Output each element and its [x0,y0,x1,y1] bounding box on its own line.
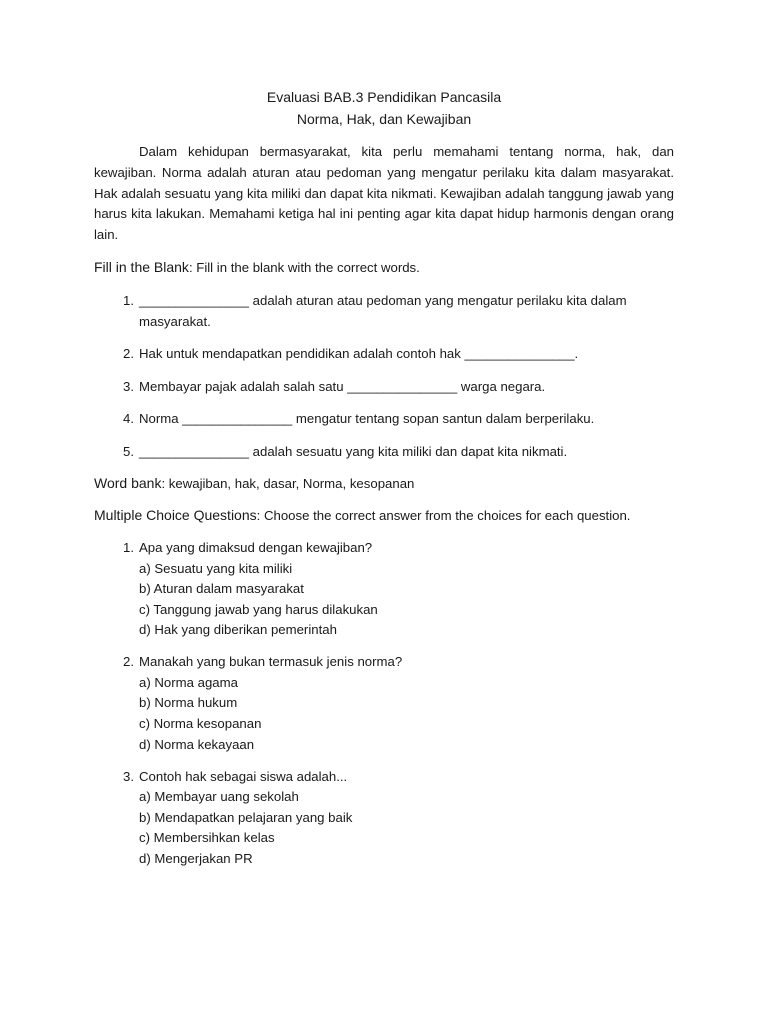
word-bank [94,473,674,494]
question-number: 3. [123,768,134,784]
item-text: _______________ adalah aturan atau pedoman yang mengatur perilaku kita dalam masyarakat. [139,292,627,329]
question-item [94,652,674,755]
multiple-choice-list [94,538,674,870]
item-text: Membayar pajak adalah salah satu _______________ warga negara. [139,378,546,394]
multiple-choice-heading [94,505,674,526]
choice-option: c) Norma kesopanan [139,716,262,732]
item-text: Hak untuk mendapatkan pendidikan adalah contoh hak _______________. [139,346,579,362]
multiple-choice-instruction: : Choose the correct answer from the choices for each question. [256,507,631,523]
question-text: Apa yang dimaksud dengan kewajiban? [139,539,373,555]
choice-option: a) Sesuatu yang kita miliki [139,560,293,576]
question-text: Manakah yang bukan termasuk jenis norma? [139,654,403,670]
choice-option: b) Aturan dalam masyarakat [139,581,304,597]
title-line-1: Evaluasi BAB.3 Pendidikan Pancasila [266,89,502,105]
fill-blank-instruction: : Fill in the blank with the correct words. [188,259,420,275]
title-line-2: Norma, Hak, dan Kewajiban [296,111,472,127]
item-number: 2. [123,346,134,362]
item-number: 3. [123,378,134,394]
fill-blank-item [94,441,674,462]
fill-blank-list [94,290,674,462]
choice-option: d) Hak yang diberikan pemerintah [139,622,337,638]
item-text: _______________ adalah sesuatu yang kita miliki dan dapat kita nikmati. [139,443,568,459]
fill-blank-item [94,376,674,397]
item-number: 1. [123,292,134,308]
fill-blank-heading [94,257,674,278]
fill-blank-item [94,343,674,364]
choice-option: a) Norma agama [139,674,238,690]
question-number: 2. [123,654,134,670]
choice-option: d) Mengerjakan PR [139,851,253,867]
choice-option: d) Norma kekayaan [139,736,255,752]
fill-blank-label: Fill in the Blank [94,258,189,275]
word-bank-text: : kewajiban, hak, dasar, Norma, kesopanan [161,475,415,491]
question-number: 1. [123,539,134,555]
item-text: Norma _______________ mengatur tentang sopan santun dalam berperilaku. [139,411,595,427]
word-bank-label: Word bank [94,474,162,491]
choice-option: a) Membayar uang sekolah [139,789,299,805]
question-item [94,538,674,641]
choice-option: c) Membersihkan kelas [139,830,275,846]
fill-blank-item [94,408,674,429]
intro-paragraph: Dalam kehidupan bermasyarakat, kita perlu memahami tentang norma, hak, dan kewajiban. Norma adalah aturan atau pedoman yang mengatur perilaku kita dalam masyarakat. Hak adalah sesuatu yang kita miliki dan dapat kita nikmati. Kewajiban adalah tanggung jawab yang harus kita lakukan. Memahami ketiga hal ini penting agar kita dapat hidup harmonis dengan orang lain. [94,144,674,243]
document-title [94,86,674,130]
fill-blank-item [94,290,674,332]
choice-option: b) Mendapatkan pelajaran yang baik [139,809,353,825]
question-text: Contoh hak sebagai siswa adalah... [139,768,348,784]
choice-list [139,787,674,869]
choice-option: b) Norma hukum [139,695,238,711]
item-number: 4. [123,411,134,427]
question-item [94,767,674,870]
multiple-choice-label: Multiple Choice Questions [94,506,257,523]
choice-list [139,559,674,641]
choice-list [139,673,674,755]
item-number: 5. [123,443,134,459]
choice-option: c) Tanggung jawab yang harus dilakukan [139,601,378,617]
